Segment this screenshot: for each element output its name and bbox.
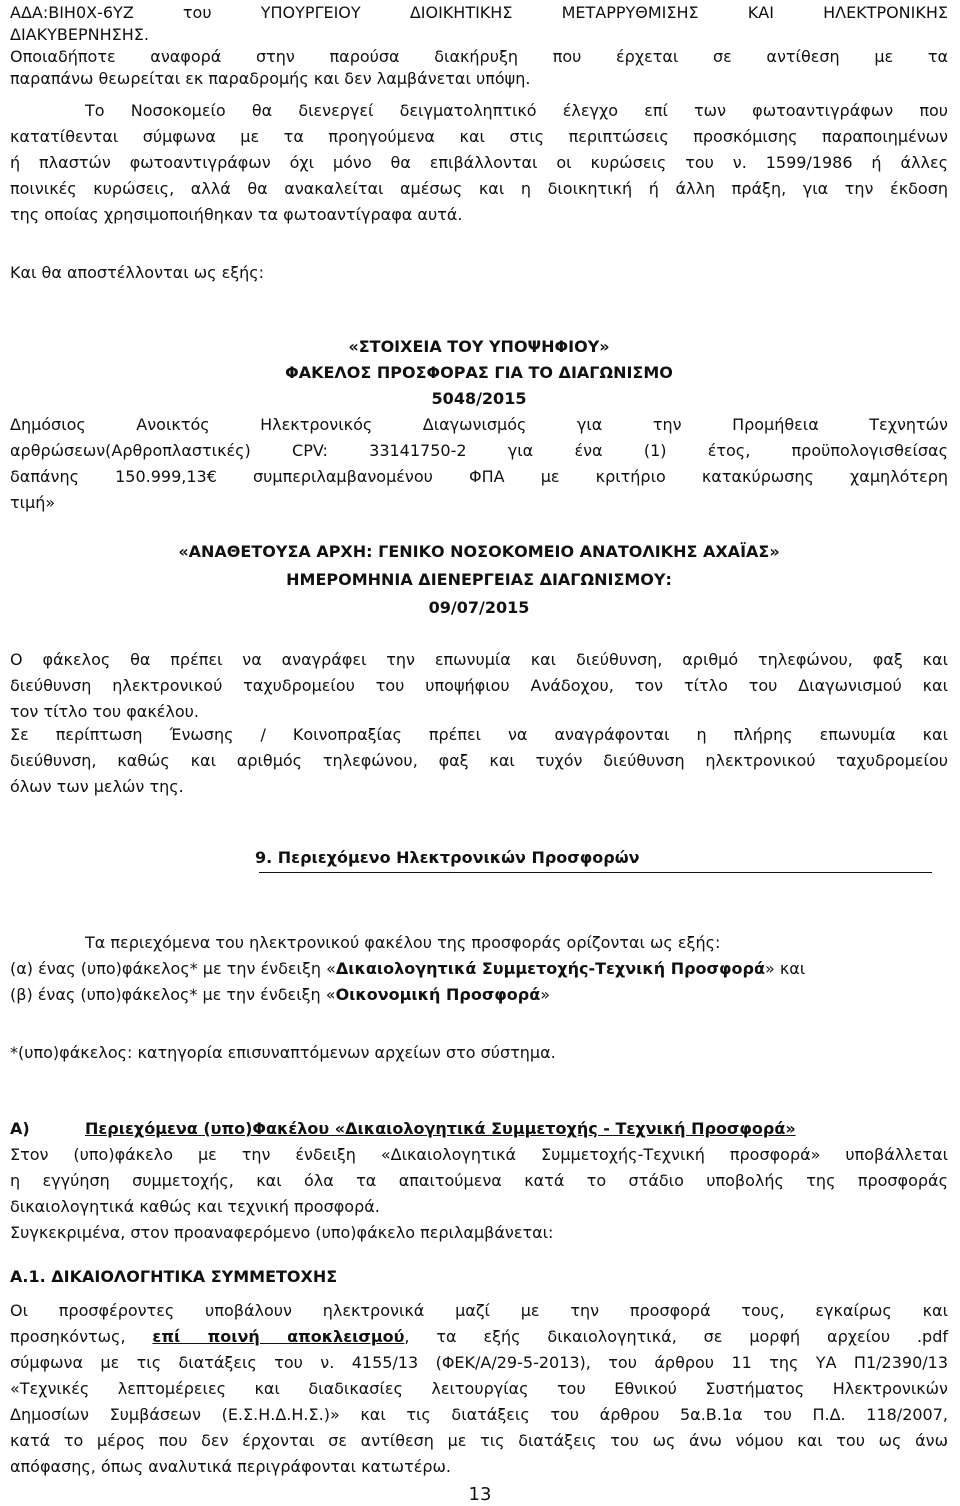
- conflict-note-line-2: παραπάνω θεωρείται εκ παραδρομής και δεν λαμβάνεται υπόψη.: [10, 69, 531, 88]
- sent-as-line: Και θα αποστέλλονται ως εξής:: [10, 263, 265, 282]
- paragraph-line: Στον (υπο)φάκελο με την ένδειξη «Δικαιολογητικά Συμμετοχής-Τεχνική προσφορά» υποβάλλεται: [10, 1145, 948, 1164]
- section-9-heading: 9. Περιεχόμενο Ηλεκτρονικών Προσφορών: [255, 848, 640, 867]
- ada-line-cont: ΔΙΑΚΥΒΕΡΝΗΣΗΣ.: [10, 25, 149, 44]
- tender-description-line: αρθρώσεων(Αρθροπλαστικές) CPV: 33141750-2 για ένα (1) έτος, προϋπολογισθείσας: [10, 441, 948, 460]
- exclusion-term: επί ποινή αποκλεισμού: [152, 1327, 405, 1346]
- paragraph-line: κατατίθενται σύμφωνα με τα προηγούμενα και στις περιπτώσεις προσκόμισης παραποιημένων: [10, 127, 948, 146]
- contracting-authority: «ΑΝΑΘΕΤΟΥΣΑ ΑΡΧΗ: ΓΕΝΙΚΟ ΝΟΣΟΚΟΜΕΙΟ ΑΝΑΤΟΛΙΚΗΣ ΑΧΑΪΑΣ»: [178, 542, 780, 561]
- specifically-line: Συγκεκριμένα, στον προαναφερόμενο (υπο)φάκελο περιλαμβάνεται:: [10, 1223, 554, 1242]
- paragraph-line: όλων των μελών της.: [10, 777, 184, 796]
- paragraph-line: δικαιολογητικά καθώς και τεχνική προσφορά.: [10, 1197, 380, 1216]
- top-notice: [10, 2, 948, 90]
- tender-description-line: τιμή»: [10, 493, 56, 512]
- authority-block: [10, 538, 948, 622]
- envelope-paragraph: [10, 647, 948, 725]
- item-a: (α) ένας (υπο)φάκελος* με την ένδειξη «Δικαιολογητικά Συμμετοχής-Τεχνική Προσφορά» και: [10, 959, 806, 978]
- consortium-paragraph: [10, 722, 948, 800]
- paragraph-line: ποινικές κυρώσεις, αλλά θα ανακαλείται αμέσως και η διοικητική ή άλλη πράξη, για την έκδοση: [10, 179, 948, 198]
- paragraph-line: Οι προσφέροντες υποβάλουν ηλεκτρονικά μαζί με την προσφορά τους, εγκαίρως και: [10, 1301, 948, 1320]
- conflict-note-line: Οποιαδήποτε αναφορά στην παρούσα διακήρυξη που έρχεται σε αντίθεση με τα: [10, 47, 948, 66]
- paragraph-line: η εγγύηση συμμετοχής, και όλα τα απαιτούμενα κατά το στάδιο υποβολής της προσφοράς: [10, 1171, 948, 1190]
- tender-date: 09/07/2015: [428, 598, 530, 617]
- paragraph-line: τον τίτλο του φακέλου.: [10, 702, 200, 721]
- paragraph-line: «Τεχνικές λεπτομέρειες και διαδικασίες λειτουργίας του Εθνικού Συστήματος Ηλεκτρονικών: [10, 1379, 948, 1398]
- paragraph-line: κατά το μέρος που δεν έρχονται σε αντίθεση με τις διατάξεις του ως άνω νόμου και του ως άνω: [10, 1431, 948, 1450]
- tender-date-label: ΗΜΕΡΟΜΗΝΙΑ ΔΙΕΝΕΡΓΕΙΑΣ ΔΙΑΓΩΝΙΣΜΟΥ:: [286, 570, 672, 589]
- contents-intro: Τα περιεχόμενα του ηλεκτρονικού φακέλου της προσφοράς ορίζονται ως εξής:: [85, 933, 721, 952]
- paragraph-line: απόφασης, όπως αναλυτικά περιγράφονται κατωτέρω.: [10, 1457, 451, 1476]
- paragraph-line: Ο φάκελος θα πρέπει να αναγράφει την επωνυμία και διεύθυνση, αριθμό τηλεφώνου, φαξ και: [10, 650, 948, 669]
- ada-line: ΑΔΑ:ΒΙΗ0Χ-6ΥΖ του ΥΠΟΥΡΓΕΙΟΥ ΔΙΟΙΚΗΤΙΚΗΣ ΜΕΤΑΡΡΥΘΜΙΣΗΣ ΚΑΙ ΗΛΕΚΤΡΟΝΙΚΗΣ: [10, 3, 948, 22]
- envelope-title: ΦΑΚΕΛΟΣ ΠΡΟΣΦΟΡΑΣ ΓΙΑ ΤΟ ΔΙΑΓΩΝΙΣΜΟ: [285, 363, 673, 382]
- section-a1-body: [10, 1298, 948, 1480]
- section-a1: [10, 1264, 948, 1290]
- section-a1-heading: Α.1. ΔΙΚΑΙΟΛΟΓΗΤΙΚΑ ΣΥΜΜΕΤΟΧΗΣ: [10, 1267, 338, 1286]
- tender-number: 5048/2015: [431, 389, 527, 408]
- paragraph-line-exclusion: προσηκόντως, επί ποινή αποκλεισμού, τα εξής δικαιολογητικά, σε μορφή αρχείου .pdf: [10, 1327, 949, 1346]
- contents-block: [10, 930, 948, 1008]
- paragraph-line: ή πλαστών φωτοαντιγράφων όχι μόνο θα επιβάλλονται οι κυρώσεις του ν. 1599/1986 ή άλλες: [10, 153, 948, 172]
- candidate-title: «ΣΤΟΙΧΕΙΑ ΤΟΥ ΥΠΟΨΗΦΙΟΥ»: [348, 337, 610, 356]
- tender-description-line: Δημόσιος Ανοικτός Ηλεκτρονικός Διαγωνισμός για την Προμήθεια Τεχνητών: [10, 415, 948, 434]
- page-number: 13: [468, 1484, 492, 1505]
- paragraph-line: διεύθυνση, καθώς και αριθμός τηλεφώνου, φαξ και τυχόν διεύθυνση ηλεκτρονικού ταχυδρομείου: [10, 751, 948, 770]
- inspection-paragraph: [10, 98, 948, 228]
- section-a: [10, 1116, 948, 1246]
- paragraph-line: Σε περίπτωση Ένωσης / Κοινοπραξίας πρέπει να αναγράφονται η πλήρης επωνυμία και: [10, 725, 948, 744]
- paragraph-line: διεύθυνση ηλεκτρονικού ταχυδρομείου του υποψήφιου Ανάδοχου, τον τίτλο του Διαγωνισμού και: [10, 676, 948, 695]
- paragraph-line: Το Νοσοκομείο θα διενεργεί δειγματοληπτικό έλεγχο επί των φωτοαντιγράφων που: [85, 101, 948, 120]
- section-a-heading: A) Περιεχόμενα (υπο)Φακέλου «Δικαιολογητικά Συμμετοχής - Τεχνική Προσφορά»: [10, 1119, 796, 1138]
- paragraph-line: Δημοσίων Συμβάσεων (Ε.Σ.Η.Δ.Η.Σ.)» και τις διατάξεις του άρθρου 5α.Β.1α του Π.Δ. 118/2007,: [10, 1405, 948, 1424]
- item-b: (β) ένας (υπο)φάκελος* με την ένδειξη «Οικονομική Προσφορά»: [10, 985, 551, 1004]
- section-9-underline: [259, 872, 932, 873]
- paragraph-line: σύμφωνα με τις διατάξεις του ν. 4155/13 (ΦΕΚ/Α/29-5-2013), του άρθρου 11 της ΥΑ Π1/2390/13: [10, 1353, 948, 1372]
- paragraph-line: της οποίας χρησιμοποιήθηκαν τα φωτοαντίγραφα αυτά.: [10, 205, 463, 224]
- tender-description-line: δαπάνης 150.999,13€ συμπεριλαμβανομένου ΦΠΑ με κριτήριο κατακύρωσης χαμηλότερη: [10, 467, 948, 486]
- subfolder-note: *(υπο)φάκελος: κατηγορία επισυναπτόμενων αρχείων στο σύστημα.: [10, 1043, 556, 1062]
- candidate-block: [10, 334, 948, 516]
